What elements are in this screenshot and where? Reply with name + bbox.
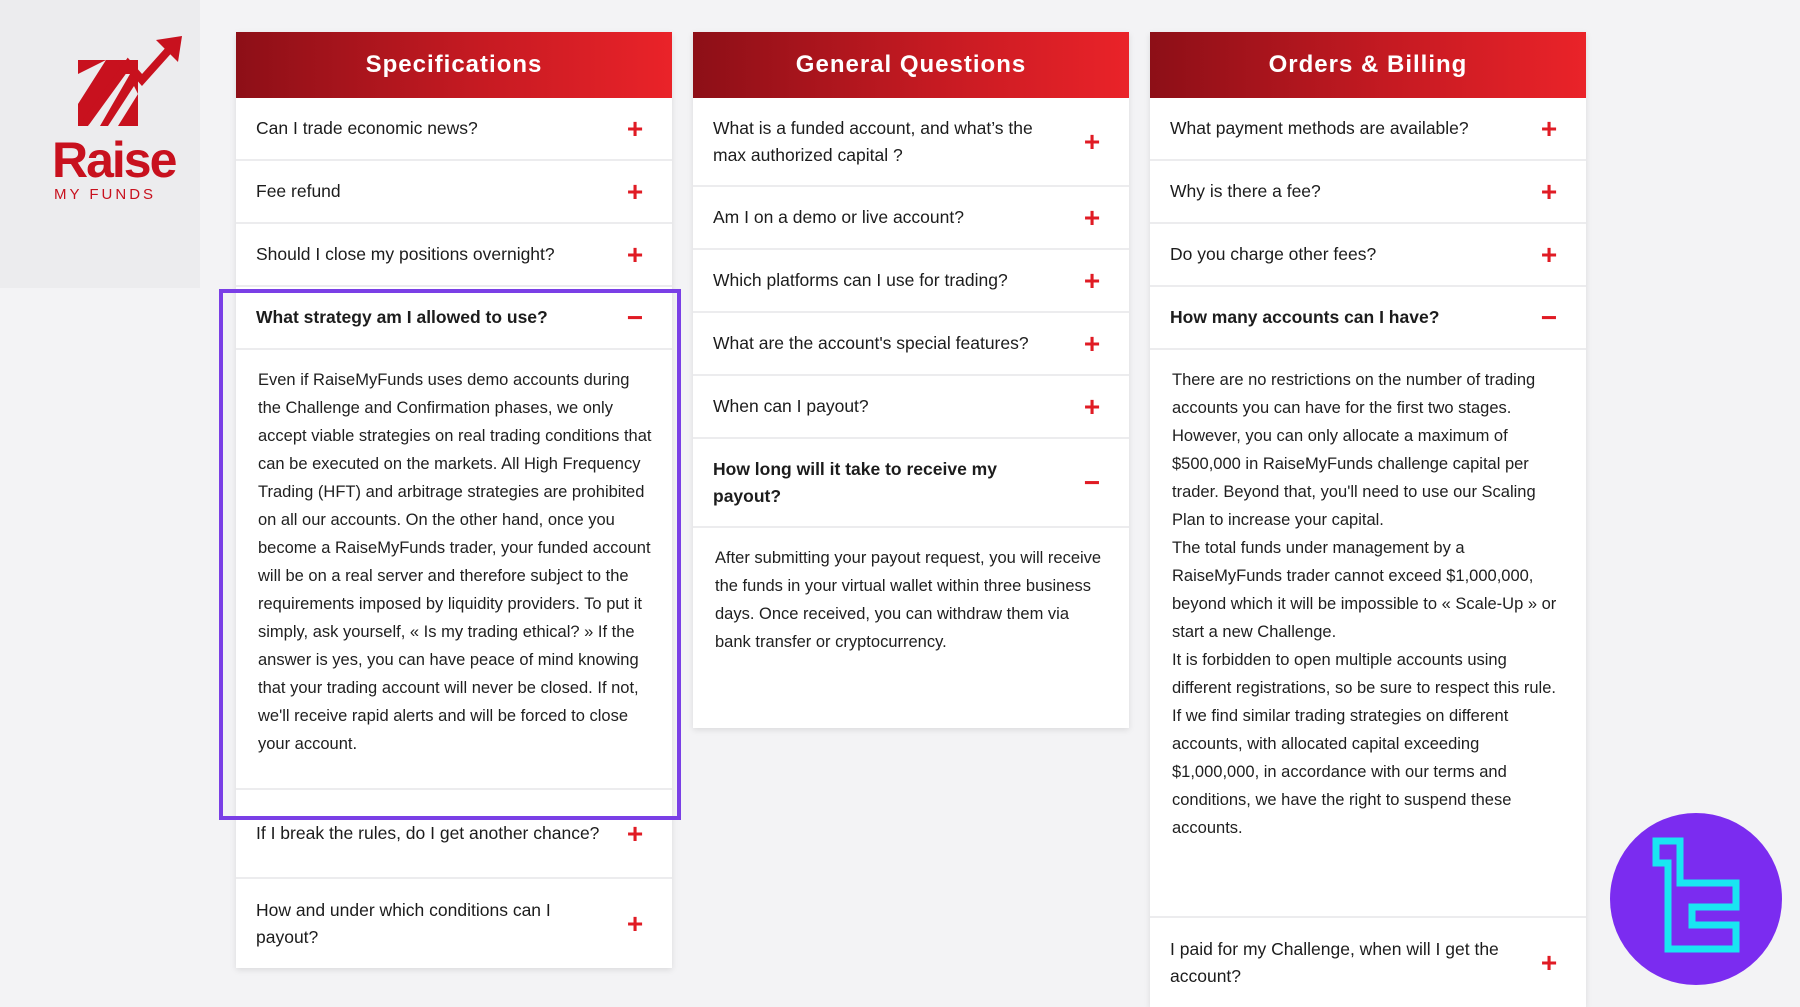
- brand-subtitle: MY FUNDS: [54, 186, 157, 203]
- answer-text: After submitting your payout request, you will receive the funds in your virtual wallet within three business days. Once received, you can withdraw them via bank transfer or cryptocurrency.: [715, 549, 1102, 651]
- question-text: How many accounts can I have?: [1170, 307, 1440, 327]
- plus-icon[interactable]: +: [1083, 390, 1101, 422]
- faq-question[interactable]: [1150, 918, 1586, 1007]
- question-text: I paid for my Challenge, when will I get the account?: [1170, 938, 1499, 986]
- question-text: Fee refund: [256, 181, 341, 201]
- brand-logo-panel: [0, 0, 200, 288]
- faq-question[interactable]: [236, 224, 672, 287]
- plus-icon[interactable]: +: [626, 907, 644, 939]
- faq-column-specifications: [236, 32, 672, 968]
- faq-answer: [236, 350, 672, 790]
- question-text: Do you charge other fees?: [1170, 244, 1377, 264]
- faq-question[interactable]: [693, 376, 1129, 439]
- minus-icon[interactable]: −: [626, 301, 644, 333]
- question-text: What strategy am I allowed to use?: [256, 307, 548, 327]
- question-text: If I break the rules, do I get another chance?: [256, 823, 600, 843]
- faq-question[interactable]: [693, 187, 1129, 250]
- plus-icon[interactable]: +: [1540, 175, 1558, 207]
- plus-icon[interactable]: +: [1083, 264, 1101, 296]
- faq-question[interactable]: [1150, 224, 1586, 287]
- faq-answer: [1150, 350, 1586, 918]
- faq-question-expanded[interactable]: [693, 439, 1129, 528]
- question-text: Can I trade economic news?: [256, 118, 478, 138]
- faq-question[interactable]: [1150, 161, 1586, 224]
- faq-question[interactable]: [236, 161, 672, 224]
- question-text: Which platforms can I use for trading?: [713, 270, 1008, 290]
- plus-icon[interactable]: +: [626, 817, 644, 849]
- answer-paragraph: It is forbidden to open multiple accounts using different registrations, so be sure to respect this rule. If we find similar trading strategies on different accounts, with allocated capital exceeding $1,000,000, in accordance with our terms and conditions, we have the right to suspend these accounts.: [1172, 651, 1556, 837]
- plus-icon[interactable]: +: [1540, 112, 1558, 144]
- question-text: How long will it take to receive my payout?: [713, 458, 997, 506]
- faq-question[interactable]: [1150, 98, 1586, 161]
- faq-question-expanded[interactable]: [236, 287, 672, 350]
- tc-logo-icon: [1610, 813, 1782, 985]
- question-text: What is a funded account, and what’s the max authorized capital ?: [713, 117, 1033, 165]
- raise-logo-icon: [72, 34, 184, 134]
- plus-icon[interactable]: +: [626, 112, 644, 144]
- question-text: Why is there a fee?: [1170, 181, 1321, 201]
- answer-text: Even if RaiseMyFunds uses demo accounts during the Challenge and Confirmation phases, we only accept viable strategies on real trading conditions that can be executed on the markets. All High Frequency Trading (HFT) and arbitrage strategies are prohibited on all our accounts. On the other hand, once you become a RaiseMyFunds trader, your funded account will be on a real server and therefore subject to the requirements imposed by liquidity providers. To put it simply, ask yourself, « Is my trading ethical? » If the answer is yes, you can have peace of mind knowing that your trading account will never be closed. If not, we'll receive rapid alerts and will be forced to close your account.: [258, 371, 652, 753]
- column-title: Orders & Billing: [1150, 32, 1586, 98]
- plus-icon[interactable]: +: [1083, 327, 1101, 359]
- question-text: Am I on a demo or live account?: [713, 207, 964, 227]
- plus-icon[interactable]: +: [1083, 125, 1101, 157]
- faq-answer: [693, 528, 1129, 728]
- plus-icon[interactable]: +: [626, 238, 644, 270]
- plus-icon[interactable]: +: [1540, 238, 1558, 270]
- answer-paragraph: There are no restrictions on the number of trading accounts you can have for the first two stages. However, you can only allocate a maximum of $500,000 in RaiseMyFunds challenge capital per trader. Beyond that, you'll need to use our Scaling Plan to increase your capital.: [1172, 371, 1536, 529]
- column-title: Specifications: [236, 32, 672, 98]
- faq-question[interactable]: [693, 313, 1129, 376]
- faq-question[interactable]: [236, 879, 672, 968]
- watermark-badge: [1610, 813, 1782, 985]
- plus-icon[interactable]: +: [1083, 201, 1101, 233]
- faq-question-expanded[interactable]: [1150, 287, 1586, 350]
- column-title: General Questions: [693, 32, 1129, 98]
- answer-paragraph: The total funds under management by a RaiseMyFunds trader cannot exceed $1,000,000, beyond which it will be impossible to « Scale-Up » or start a new Challenge.: [1172, 539, 1557, 641]
- faq-question[interactable]: [693, 250, 1129, 313]
- question-text: How and under which conditions can I payout?: [256, 899, 551, 947]
- question-text: What are the account's special features?: [713, 333, 1029, 353]
- minus-icon[interactable]: −: [1540, 301, 1558, 333]
- minus-icon[interactable]: −: [1083, 466, 1101, 498]
- faq-question[interactable]: [236, 790, 672, 879]
- faq-column-orders-billing: [1150, 32, 1586, 1007]
- plus-icon[interactable]: +: [626, 175, 644, 207]
- faq-question[interactable]: [236, 98, 672, 161]
- faq-question[interactable]: [693, 98, 1129, 187]
- question-text: When can I payout?: [713, 396, 869, 416]
- question-text: Should I close my positions overnight?: [256, 244, 555, 264]
- brand-name: Raise: [52, 132, 176, 188]
- faq-column-general-questions: [693, 32, 1129, 728]
- question-text: What payment methods are available?: [1170, 118, 1469, 138]
- plus-icon[interactable]: +: [1540, 946, 1558, 978]
